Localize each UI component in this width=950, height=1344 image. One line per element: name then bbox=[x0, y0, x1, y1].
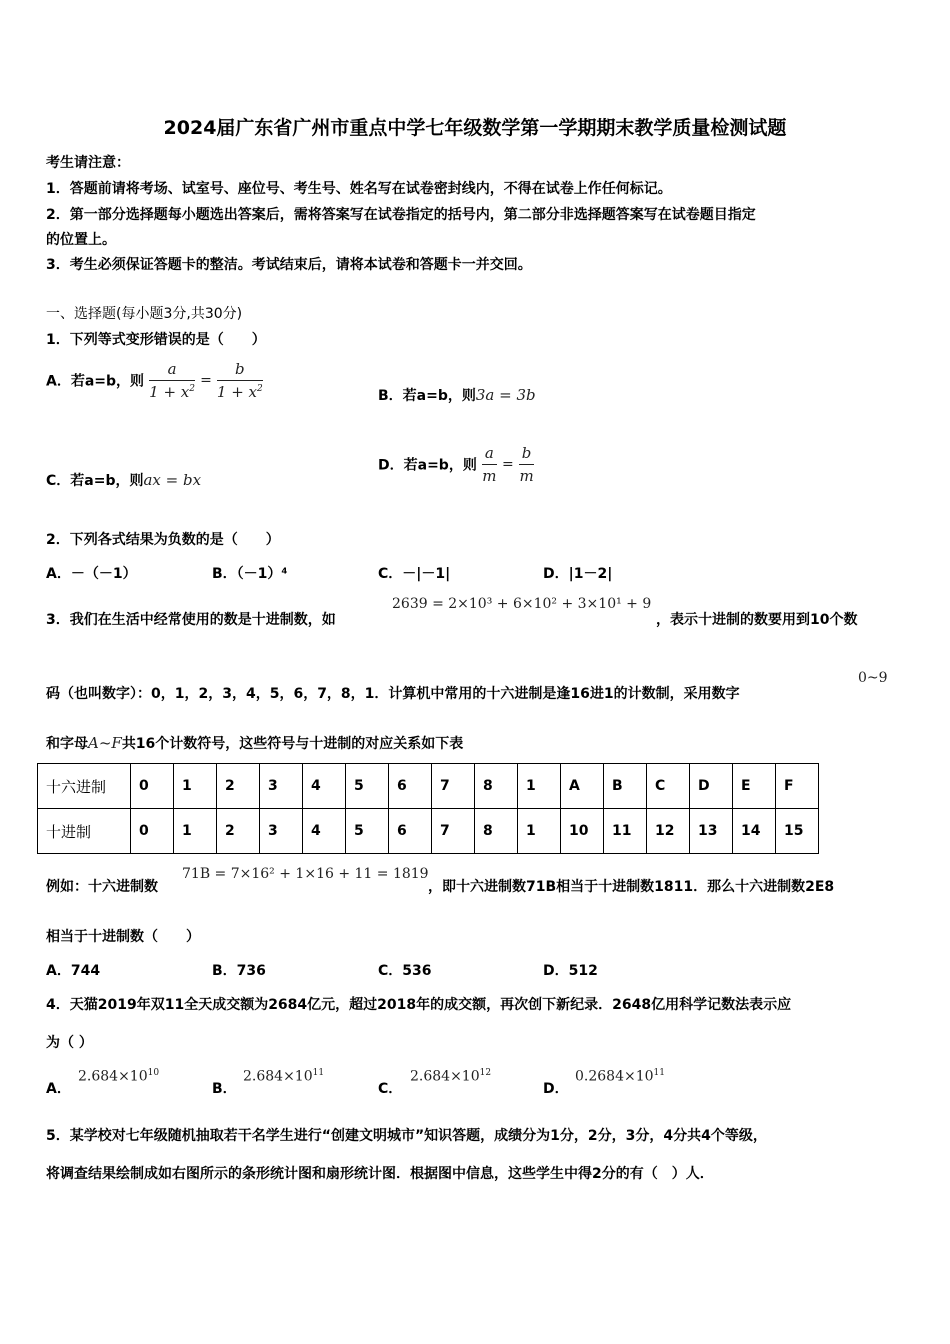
q1-option-a: A．若a=b，则 $\frac{a}{1 + x^2}$ = $\frac{b}{1 + x^2}$ bbox=[46, 360, 263, 401]
q3-option-a: A．744 bbox=[46, 963, 101, 979]
section-heading: 一、选择题(每小题3分,共30分) bbox=[46, 306, 243, 322]
q4-d-label: D． bbox=[543, 1081, 569, 1097]
table-cell: 6 bbox=[389, 809, 432, 854]
table-cell: 5 bbox=[346, 809, 389, 854]
q2-stem: 2．下列各式结果为负数的是（ ） bbox=[46, 532, 280, 548]
table-cell: 15 bbox=[776, 809, 819, 854]
q4-b-label: B． bbox=[212, 1081, 237, 1097]
table-row-dec bbox=[38, 809, 819, 854]
table-cell: 0 bbox=[131, 809, 174, 854]
q2-option-c: C．－|－1| bbox=[378, 566, 451, 582]
q1-a-fraction-left: $\frac{a}{1 + x^2}$ bbox=[149, 360, 195, 401]
q5-line-2: 将调查结果绘制成如右图所示的条形统计图和扇形统计图．根据图中信息，这些学生中得2分的有（ ）人． bbox=[46, 1166, 714, 1182]
table-cell: 8 bbox=[475, 809, 518, 854]
q4-option-b: $2.684\times 10^{11}$ bbox=[243, 1068, 325, 1085]
q4-line-1: 4．天猫2019年双11全天成交额为2684亿元，超过2018年的成交额，再次创下新纪录．2648亿用科学记数法表示应 bbox=[46, 997, 792, 1013]
table-cell: 2 bbox=[217, 809, 260, 854]
table-cell: 7 bbox=[432, 764, 475, 809]
q4-a-label: A． bbox=[46, 1081, 71, 1097]
table-cell: 10 bbox=[561, 809, 604, 854]
table-cell: 13 bbox=[690, 809, 733, 854]
table-cell: 6 bbox=[389, 764, 432, 809]
notice-item-3: 3．考生必须保证答题卡的整洁。考试结束后，请将本试卷和答题卡一并交回。 bbox=[46, 257, 532, 273]
notice-heading: 考生请注意： bbox=[46, 155, 130, 171]
table-cell: C bbox=[647, 764, 690, 809]
table-cell: 4 bbox=[303, 809, 346, 854]
q1-option-d: D．若a=b，则 $\frac{a}{m}$ = $\frac{b}{m}$ bbox=[378, 444, 534, 485]
q1-c-math: ax = bx bbox=[143, 471, 202, 489]
notice-item-2-cont: 的位置上。 bbox=[46, 232, 116, 248]
q4-c-label: C． bbox=[378, 1081, 403, 1097]
table-cell: 8 bbox=[475, 764, 518, 809]
q2-option-d: D．|1－2| bbox=[543, 566, 613, 582]
table-cell: 12 bbox=[647, 809, 690, 854]
q2-option-b: B．（－1）⁴ bbox=[212, 566, 288, 582]
table-cell: 3 bbox=[260, 764, 303, 809]
q4-line-2: 为（ ） bbox=[46, 1035, 93, 1051]
table-cell: A bbox=[561, 764, 604, 809]
q4-option-a: $2.684\times 10^{10}$ bbox=[78, 1068, 160, 1085]
q1-b-math: 3a = 3b bbox=[475, 386, 536, 404]
q2-option-a: A．－（－1） bbox=[46, 566, 137, 582]
q3-example-label: 例如：十六进制数 bbox=[46, 879, 158, 895]
table-cell: 0 bbox=[131, 764, 174, 809]
q3-option-d: D．512 bbox=[543, 963, 598, 979]
table-cell: E bbox=[733, 764, 776, 809]
hex-decimal-table bbox=[37, 763, 819, 854]
table-cell: D bbox=[690, 764, 733, 809]
table-cell: 2 bbox=[217, 764, 260, 809]
table-cell: 1 bbox=[518, 764, 561, 809]
q1-d-fraction-right: $\frac{b}{m}$ bbox=[519, 444, 534, 485]
table-row-hex bbox=[38, 764, 819, 809]
q3-line-2: 码（也叫数字）：0，1，2，3，4，5，6，7，8，1．计算机中常用的十六进制是逢16进1的计数制，采用数字 bbox=[46, 686, 740, 702]
notice-item-1: 1．答题前请将考场、试室号、座位号、考生号、姓名写在试卷密封线内，不得在试卷上作任何标记。 bbox=[46, 181, 672, 197]
q3-decimal-example: 2639 = 2×10³ + 6×10² + 3×10¹ + 9 bbox=[392, 596, 652, 612]
table-header-hex: 十六进制 bbox=[38, 764, 131, 809]
table-cell: 1 bbox=[174, 809, 217, 854]
table-cell: 11 bbox=[604, 809, 647, 854]
table-cell: 5 bbox=[346, 764, 389, 809]
q4-option-d: $0.2684\times 10^{11}$ bbox=[575, 1068, 665, 1085]
table-header-dec: 十进制 bbox=[38, 809, 131, 854]
q5-line-1: 5．某学校对七年级随机抽取若干名学生进行“创建文明城市”知识答题，成绩分为1分，2分，3分，4分共4个等级， bbox=[46, 1128, 767, 1144]
q3-line-3: 和字母A~F共16个计数符号，这些符号与十进制的对应关系如下表 bbox=[46, 734, 464, 752]
table-cell: 7 bbox=[432, 809, 475, 854]
notice-item-2: 2．第一部分选择题每小题选出答案后，需将答案写在试卷指定的括号内，第二部分非选择题答案写在试卷题目指定 bbox=[46, 207, 756, 223]
table-cell: 3 bbox=[260, 809, 303, 854]
q1-a-label: A．若a=b，则 bbox=[46, 373, 145, 390]
table-cell: 1 bbox=[174, 764, 217, 809]
q4-option-c: $2.684\times 10^{12}$ bbox=[410, 1068, 492, 1085]
q3-option-c: C．536 bbox=[378, 963, 432, 979]
q3-digit-range: 0~9 bbox=[858, 670, 888, 686]
q3-line-1-end: ，表示十进制的数要用到10个数 bbox=[656, 612, 858, 628]
q3-option-b: B．736 bbox=[212, 963, 266, 979]
q3-letter-range: A~F bbox=[88, 734, 122, 752]
q1-stem: 1．下列等式变形错误的是（ ） bbox=[46, 332, 266, 348]
q3-line-1: 3．我们在生活中经常使用的数是十进制数，如 bbox=[46, 612, 336, 628]
page-title: 2024届广东省广州市重点中学七年级数学第一学期期末教学质量检测试题 bbox=[163, 117, 787, 139]
table-cell: 4 bbox=[303, 764, 346, 809]
table-cell: F bbox=[776, 764, 819, 809]
q3-hex-example: 71B = 7×16² + 1×16 + 11 = 1819 bbox=[182, 866, 429, 882]
q3-line-5: 相当于十进制数（ ） bbox=[46, 929, 200, 945]
q1-a-fraction-right: $\frac{b}{1 + x^2}$ bbox=[216, 360, 263, 401]
q1-d-label: D．若a=b，则 bbox=[378, 457, 477, 474]
table-cell: 1 bbox=[518, 809, 561, 854]
table-cell: 14 bbox=[733, 809, 776, 854]
q1-option-c: C．若a=b，则ax = bx bbox=[46, 471, 202, 489]
q1-d-fraction-left: $\frac{a}{m}$ bbox=[482, 444, 497, 485]
table-cell: B bbox=[604, 764, 647, 809]
q1-option-b: B．若a=b，则3a = 3b bbox=[378, 386, 536, 404]
q3-example-text: ，即十六进制数71B相当于十进制数1811．那么十六进制数2E8 bbox=[428, 879, 835, 895]
